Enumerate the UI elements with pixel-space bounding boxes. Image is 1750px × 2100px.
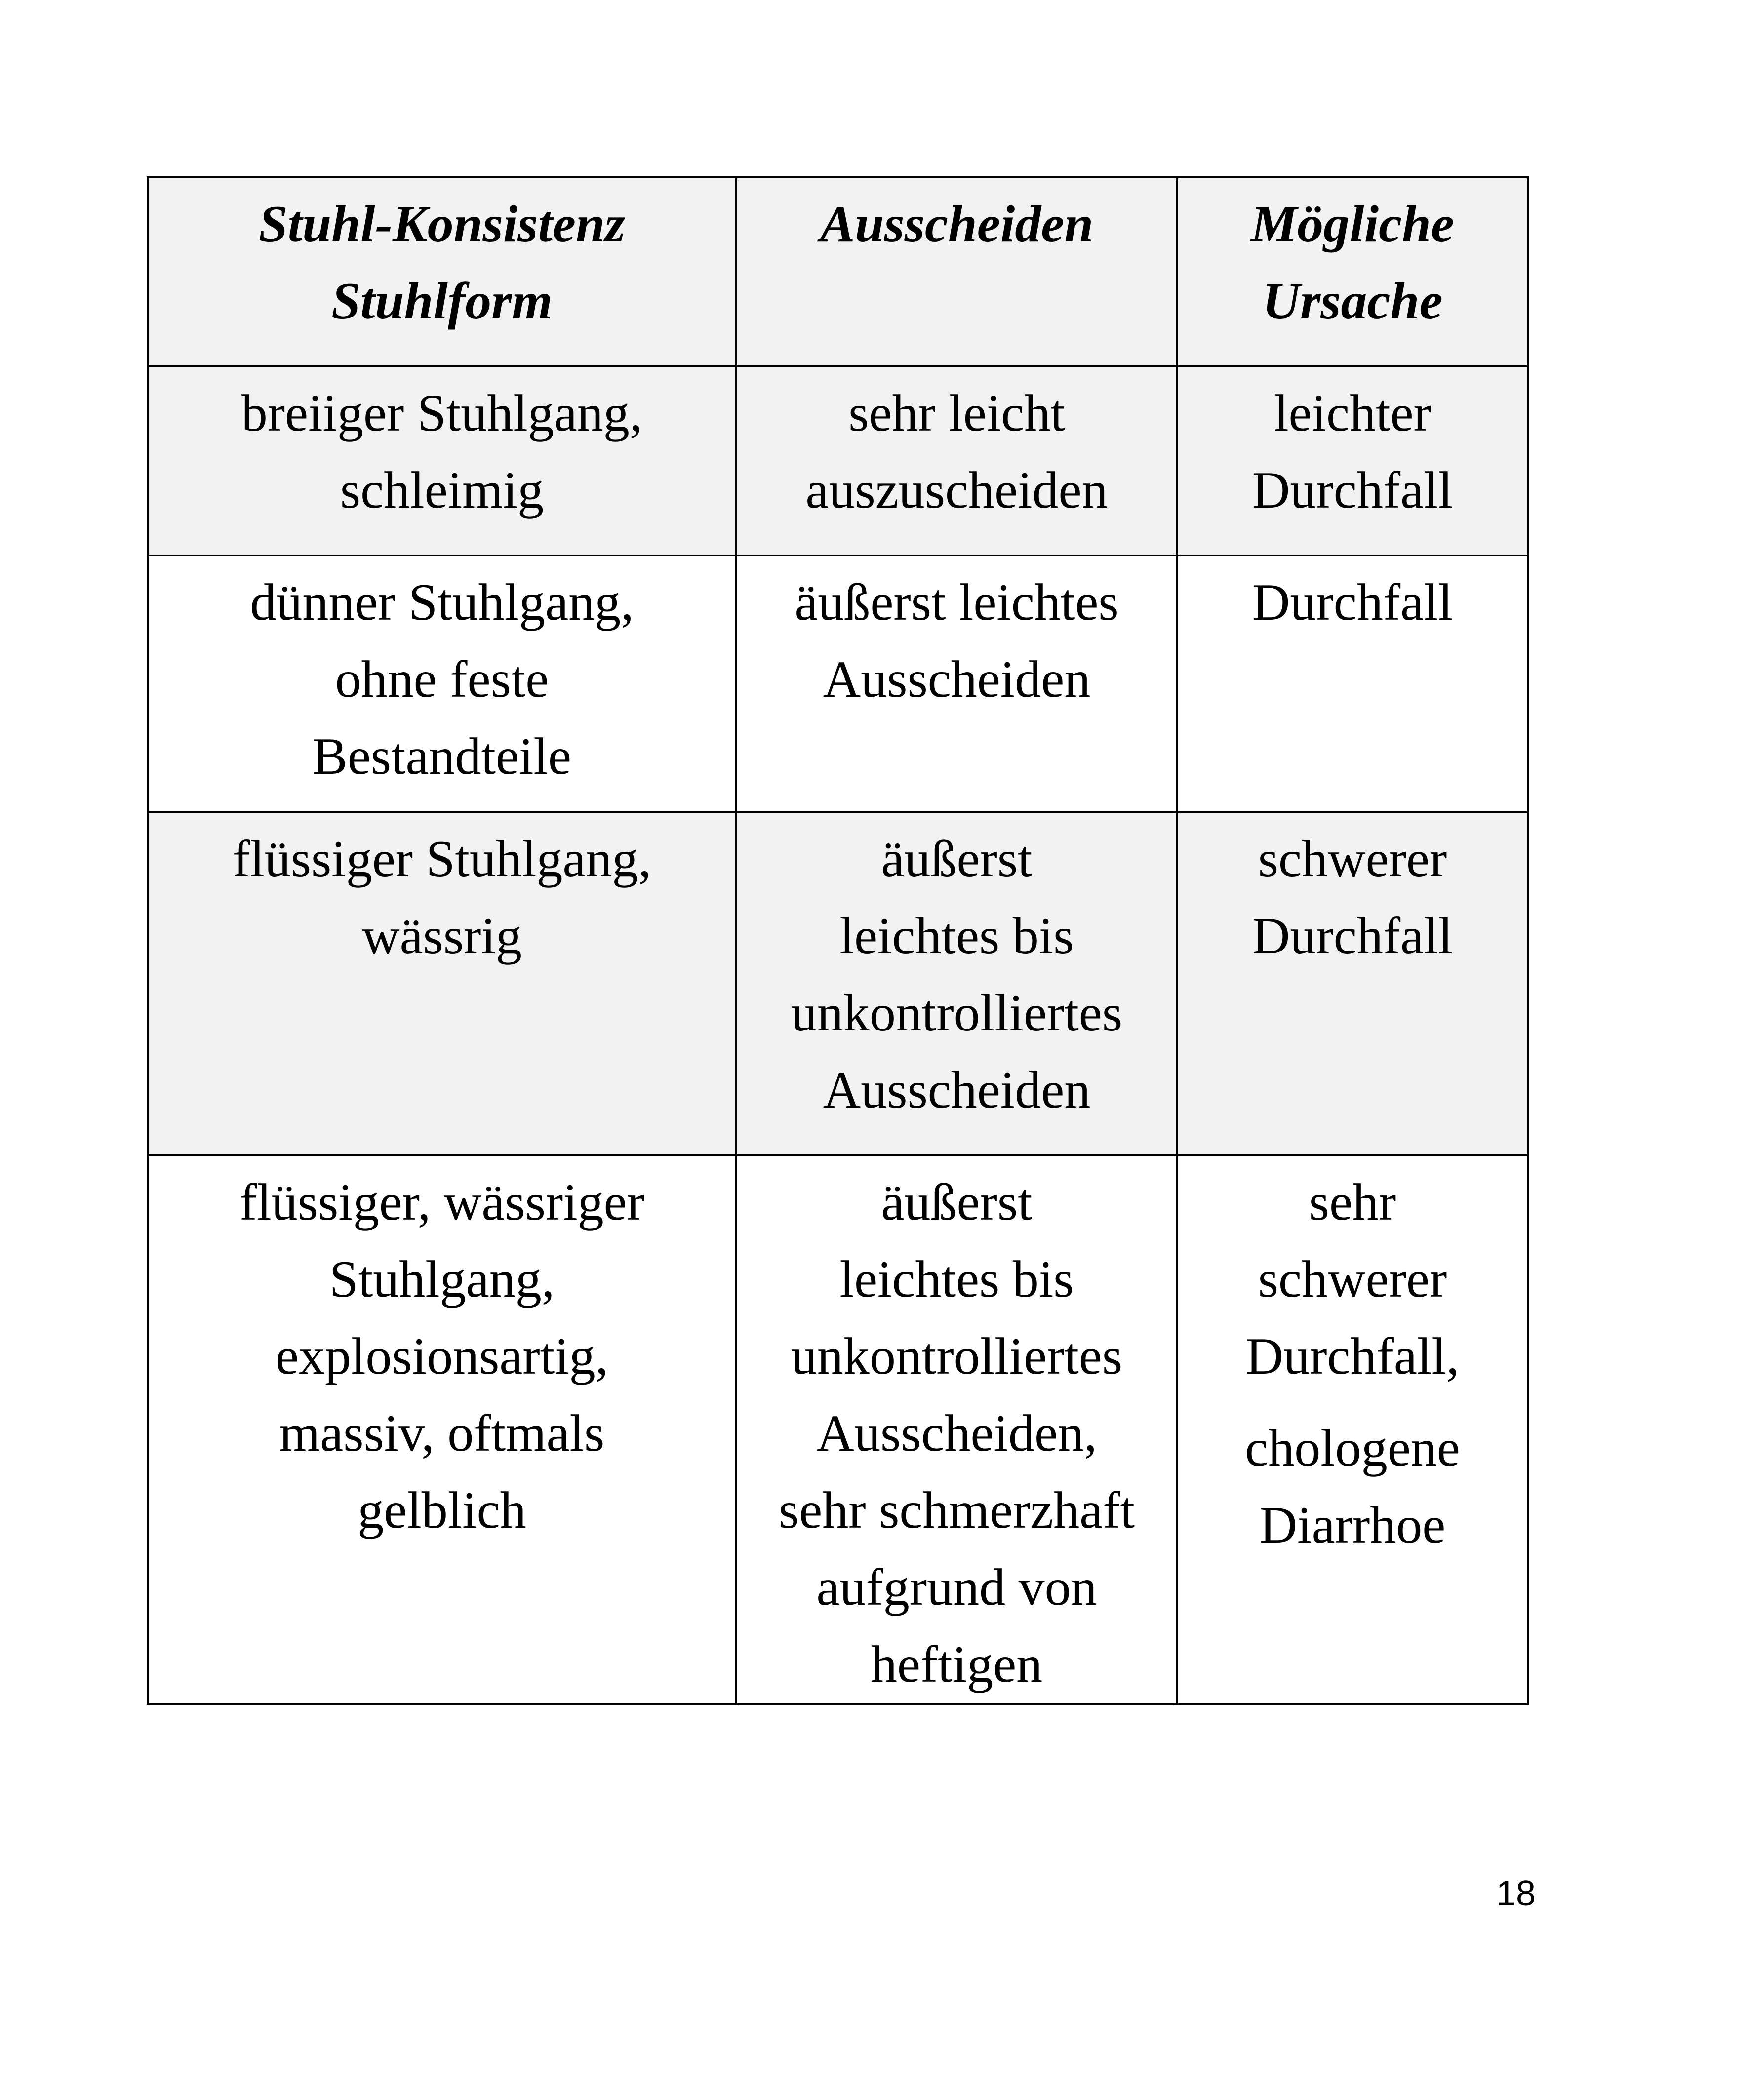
cell-text: äußerst leichtes — [795, 573, 1119, 631]
table-row — [148, 366, 1528, 555]
cell-text: ohne feste — [335, 650, 549, 708]
table-row — [148, 812, 1528, 1155]
cell-text: Ausscheiden — [823, 1061, 1091, 1119]
table-row — [148, 555, 1528, 812]
cell-text: unkontrolliertes — [791, 984, 1123, 1042]
cell-text: äußerst — [881, 830, 1033, 888]
cell-consistency — [148, 812, 736, 1155]
header-excretion — [736, 177, 1177, 366]
cell-text: breiiger Stuhlgang, — [241, 384, 643, 442]
cell-consistency — [148, 555, 736, 812]
cell-text: Durchfall — [1252, 573, 1453, 631]
cell-cause — [1177, 366, 1528, 555]
cell-text: Ausscheiden — [823, 650, 1091, 708]
cell-text: Durchfall — [1252, 907, 1453, 965]
cell-text: unkontrolliertes — [791, 1327, 1123, 1385]
stool-consistency-table — [147, 176, 1529, 1705]
cell-excretion — [736, 555, 1177, 812]
cell-cause — [1177, 1155, 1528, 1704]
header-stool-consistency — [148, 177, 736, 366]
cell-cause — [1177, 812, 1528, 1155]
cell-text: äußerst — [881, 1173, 1033, 1231]
cell-text: Stuhlgang, — [329, 1250, 555, 1308]
cell-text: Bestandteile — [313, 727, 571, 785]
cell-text: auszuscheiden — [805, 461, 1108, 519]
cell-text: dünner Stuhlgang, — [250, 573, 634, 631]
cell-text: sehr leicht — [848, 384, 1065, 442]
page-number: 18 — [1496, 1874, 1536, 1913]
cell-excretion — [736, 812, 1177, 1155]
cell-text: schleimig — [340, 461, 544, 519]
header-text: Stuhlform — [331, 272, 553, 330]
cell-text: Diarrhoe — [1259, 1496, 1446, 1554]
cell-text: Durchfall — [1252, 461, 1453, 519]
cell-text: flüssiger Stuhlgang, — [233, 830, 651, 888]
cell-text: explosionsartig, — [275, 1327, 609, 1385]
header-possible-cause — [1177, 177, 1528, 366]
cell-consistency — [148, 366, 736, 555]
cell-text: schwerer — [1258, 830, 1447, 888]
cell-text: aufgrund von — [816, 1558, 1097, 1616]
cell-text: flüssiger, wässriger — [239, 1173, 644, 1231]
cell-text: sehr — [1309, 1173, 1396, 1231]
cell-excretion — [736, 366, 1177, 555]
cell-text: gelblich — [358, 1481, 526, 1539]
header-text: Mögliche — [1250, 195, 1455, 253]
cell-text: sehr schmerzhaft — [778, 1481, 1135, 1539]
cell-excretion — [736, 1155, 1177, 1704]
paragraph-gap — [1187, 1395, 1518, 1410]
cell-text: heftigen — [871, 1635, 1043, 1693]
header-text: Ausscheiden — [820, 195, 1094, 253]
cell-text: leichtes bis — [839, 1250, 1074, 1308]
cell-consistency — [148, 1155, 736, 1704]
cell-text: Durchfall, — [1245, 1327, 1460, 1385]
cell-text: leichter — [1274, 384, 1431, 442]
header-text: Ursache — [1262, 272, 1443, 330]
cell-cause — [1177, 555, 1528, 812]
cell-text: Ausscheiden, — [816, 1404, 1097, 1462]
header-row — [148, 177, 1528, 366]
cell-text: schwerer — [1258, 1250, 1447, 1308]
cell-text: leichtes bis — [839, 907, 1074, 965]
table-row — [148, 1155, 1528, 1704]
header-text: Stuhl-Konsistenz — [258, 195, 626, 253]
cell-text: wässrig — [362, 907, 522, 965]
cell-text: chologene — [1245, 1419, 1460, 1477]
cell-text: massiv, oftmals — [279, 1404, 605, 1462]
